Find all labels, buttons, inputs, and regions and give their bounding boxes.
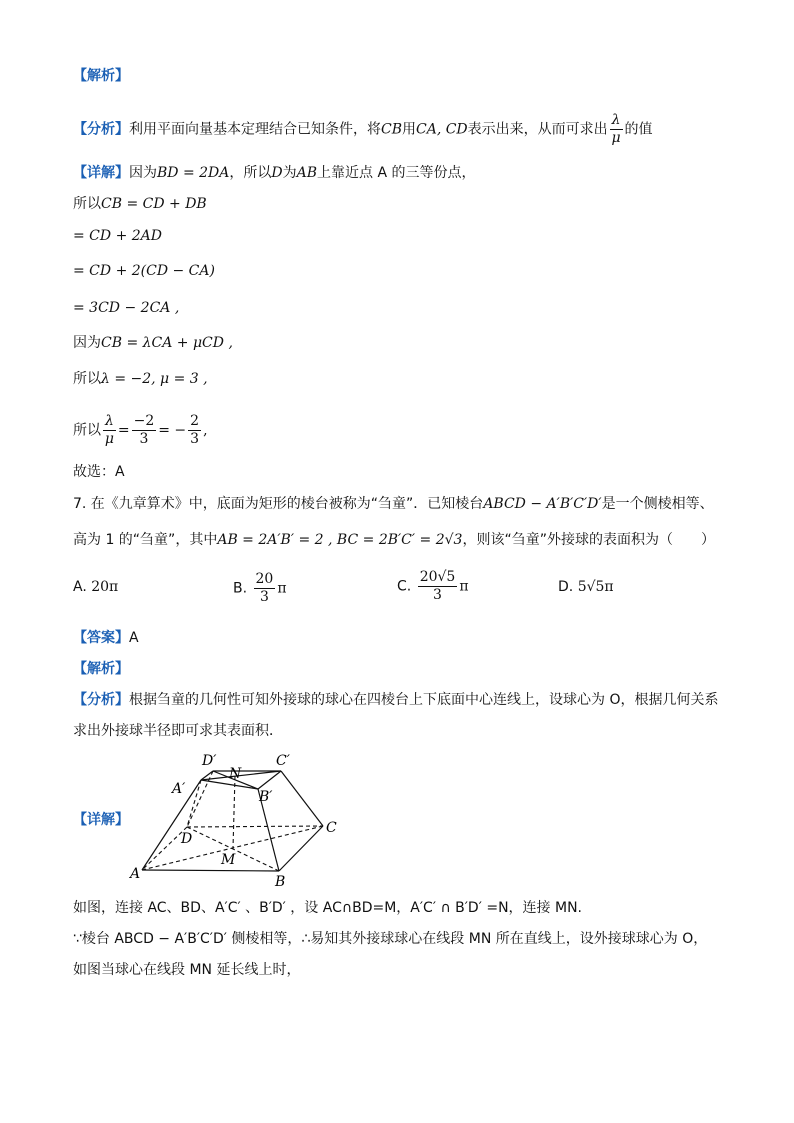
option-a: A. 20π (73, 579, 119, 595)
answer-line: 【答案】A (73, 630, 139, 646)
label-a: A (130, 866, 141, 882)
detail-line-5: = 3CD − 2CA , (73, 300, 180, 316)
detail-line-3: = CD + 2AD (73, 228, 162, 244)
analysis-heading: 【解析】 (73, 68, 129, 84)
detail-line-4: = CD + 2(CD − CA) (73, 263, 215, 279)
label-d-prime: D′ (202, 753, 217, 769)
label-b-prime: B′ (259, 789, 273, 805)
option-c: C. $\frac{20√5}{3}$ π (397, 569, 469, 603)
question-7-line-1: 7. 在《九章算术》中，底面为矩形的棱台被称为“刍童”．已知棱台ABCD − A′B′C′D′是一个侧棱相等、 (73, 496, 714, 512)
detail-line-6: 因为CB = λCA + μCD , (73, 335, 233, 351)
lambda-over-mu: $\frac{\lambda}{\mu}$ (611, 112, 621, 146)
analysis-paragraph-2b: 求出外接球半径即可求其表面积． (73, 723, 283, 739)
detail-line-2: 所以CB = CD + DB (73, 196, 207, 212)
detail-line-7: 所以λ = −2, μ = 3 , (73, 371, 208, 387)
question-7-line-2: 高为 1 的“刍童”，其中AB = 2A′B′ = 2 , BC = 2B′C′ = 2√3，则该“刍童”外接球的表面积为（ ） (73, 532, 715, 548)
analysis-paragraph-2: 【分析】根据刍童的几何性可知外接球的球心在四棱台上下底面中心连线上，设球心为 O，根据几何关系 (73, 692, 719, 708)
analysis-paragraph: 【分析】利用平面向量基本定理结合已知条件，将CB用CA, CD表示出来，从而可求出 $\frac{\lambda}{\mu}$ 的值 (73, 112, 653, 146)
detail-paragraph-2c: 如图当球心在线段 MN 延长线上时， (73, 962, 301, 978)
label-m: M (221, 852, 236, 868)
label-c-prime: C′ (276, 753, 290, 769)
label-d: D (181, 831, 193, 847)
analysis-heading-2: 【解析】 (73, 661, 129, 677)
vector-cb: CB (381, 121, 402, 138)
label-c: C (326, 820, 337, 836)
detail-paragraph-2a: 如图，连接 AC、BD、A′C′ 、B′D′ ，设 AC∩BD=M，A′C′ ∩ B′D′ =N，连接 MN. (73, 900, 582, 916)
detail-line-1: 【详解】因为BD = 2DA，所以D为AB上靠近点 A 的三等份点， (73, 165, 476, 181)
vector-ca-cd: CA, CD (416, 121, 468, 138)
detail-tag-2: 【详解】 (73, 812, 129, 828)
label-a-prime: A′ (172, 781, 186, 797)
detail-paragraph-2b: ∵棱台 ABCD − A′B′C′D′ 侧棱相等，∴易知其外接球球心在线段 MN 所在直线上，设外接球球心为 O， (73, 931, 708, 947)
label-n: N (229, 766, 242, 782)
option-d: D. 5√5π (558, 579, 614, 595)
detail-tag: 【详解】 (73, 165, 129, 181)
analysis-tag: 【分析】 (73, 121, 129, 138)
choice-answer: 故选：A (73, 464, 125, 480)
frustum-figure (125, 750, 345, 890)
option-b: B. $\frac{20}{3}$ π (233, 571, 287, 605)
detail-line-8: 所以 $\frac{\lambda}{\mu}$ = $\frac{-2}{3}$ = − $\frac{2}{3}$ , (73, 413, 208, 447)
label-b: B (275, 874, 286, 890)
